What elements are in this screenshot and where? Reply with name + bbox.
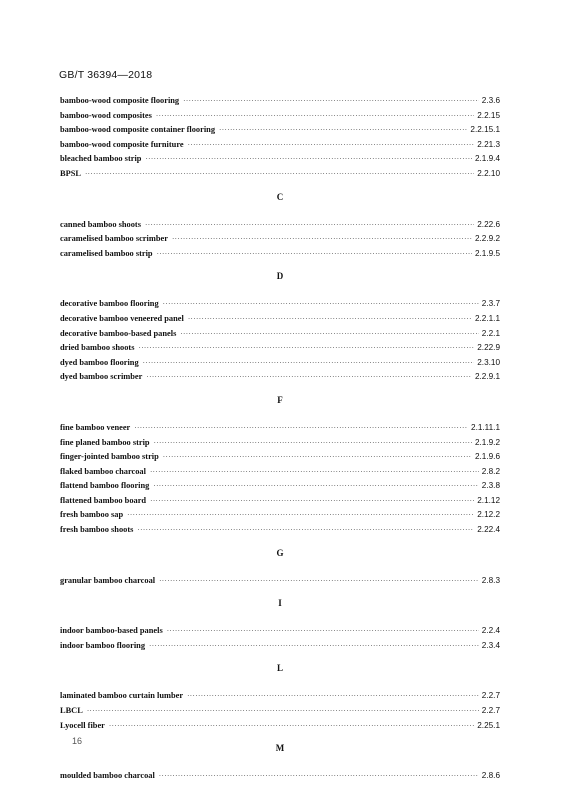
dot-leader	[180, 327, 478, 342]
dot-leader	[167, 624, 479, 639]
index-entry	[60, 574, 500, 589]
index-term: bamboo-wood composites	[60, 110, 152, 120]
index-term: fine bamboo veneer	[60, 422, 131, 432]
document-id: GB/T 36394—2018	[59, 69, 153, 81]
clause-reference: 2.3.4	[481, 640, 500, 650]
dot-leader	[85, 167, 474, 182]
section-letter-heading: I	[278, 598, 282, 609]
index-term: caramelised bamboo strip	[60, 248, 153, 258]
index-term: flattend bamboo flooring	[60, 481, 150, 491]
dot-leader	[159, 769, 479, 784]
index-entry	[60, 94, 500, 109]
index-entry	[60, 109, 500, 124]
section-letter-heading: D	[276, 271, 284, 282]
dot-leader	[163, 450, 472, 465]
clause-reference: 2.8.3	[481, 575, 500, 585]
index-term: flattened bamboo board	[60, 495, 147, 505]
clause-reference: 2.1.9.5	[474, 248, 500, 258]
dot-leader	[172, 232, 472, 247]
clause-reference: 2.2.7	[481, 691, 500, 701]
clause-reference: 2.2.1.1	[474, 313, 500, 323]
clause-reference: 2.2.15.1	[470, 125, 500, 135]
dot-leader	[159, 574, 479, 589]
clause-reference: 2.2.9.1	[474, 372, 500, 382]
dot-leader	[187, 689, 479, 704]
index-term: indoor bamboo flooring	[60, 640, 146, 650]
index-term: BPSL	[60, 168, 81, 178]
index-entry	[60, 421, 500, 436]
dot-leader	[127, 508, 474, 523]
index-section	[60, 190, 500, 262]
index-entry	[60, 123, 500, 138]
index-term: bamboo-wood composite furniture	[60, 139, 184, 149]
clause-reference: 2.2.7	[481, 706, 500, 716]
clause-reference: 2.8.2	[481, 466, 500, 476]
dot-leader	[145, 152, 472, 167]
clause-reference: 2.1.9.4	[474, 154, 500, 164]
clause-reference: 2.3.10	[477, 357, 500, 367]
index-term: dyed bamboo scrimber	[60, 372, 143, 382]
index-entry	[60, 769, 500, 784]
index-term: finger-jointed bamboo strip	[60, 452, 159, 462]
clause-reference: 2.1.12	[477, 495, 500, 505]
dot-leader	[150, 465, 479, 480]
index-entry	[60, 152, 500, 167]
dot-leader	[137, 523, 474, 538]
dot-leader	[87, 704, 479, 719]
index-entry	[60, 704, 500, 719]
index-entry	[60, 624, 500, 639]
dot-leader	[157, 247, 472, 262]
dot-leader	[150, 494, 474, 509]
clause-reference: 2.1.11.1	[471, 422, 500, 432]
index-entry	[60, 436, 500, 451]
index-entry	[60, 479, 500, 494]
index-content	[60, 94, 500, 784]
dot-leader	[134, 421, 468, 436]
index-entry	[60, 247, 500, 262]
dot-leader	[188, 138, 475, 153]
index-term: fresh bamboo sap	[60, 510, 124, 520]
index-entry	[60, 494, 500, 509]
index-term: granular bamboo charcoal	[60, 575, 156, 585]
index-term: fine planed bamboo strip	[60, 437, 150, 447]
index-entry	[60, 465, 500, 480]
index-section	[60, 596, 500, 653]
index-term: caramelised bamboo scrimber	[60, 234, 168, 244]
clause-reference: 2.2.4	[481, 626, 500, 636]
index-term: indoor bamboo-based panels	[60, 626, 163, 636]
index-entry	[60, 719, 500, 734]
index-entry	[60, 312, 500, 327]
clause-reference: 2.22.4	[477, 525, 500, 535]
clause-reference: 2.12.2	[477, 510, 500, 520]
section-letter-heading: M	[275, 743, 285, 754]
clause-reference: 2.2.9.2	[474, 234, 500, 244]
index-entry	[60, 356, 500, 371]
index-term: bleached bamboo strip	[60, 154, 142, 164]
index-term: canned bamboo shoots	[60, 219, 141, 229]
index-entry	[60, 218, 500, 233]
index-term: laminated bamboo curtain lumber	[60, 691, 184, 701]
clause-reference: 2.22.9	[477, 343, 500, 353]
clause-reference: 2.3.6	[481, 96, 500, 105]
page-number: 16	[72, 736, 83, 746]
index-entry	[60, 689, 500, 704]
index-section	[60, 741, 500, 784]
clause-reference: 2.3.8	[481, 481, 500, 491]
dot-leader	[188, 312, 472, 327]
index-entry	[60, 167, 500, 182]
index-entry	[60, 232, 500, 247]
dot-leader	[109, 719, 474, 734]
dot-leader	[143, 356, 475, 371]
clause-reference: 2.8.6	[481, 771, 500, 781]
dot-leader	[153, 479, 478, 494]
index-entry	[60, 450, 500, 465]
clause-reference: 2.2.1	[481, 328, 500, 338]
dot-leader	[183, 94, 479, 109]
dot-leader	[149, 639, 479, 654]
dot-leader	[163, 297, 479, 312]
clause-reference: 2.2.10	[477, 168, 500, 178]
section-letter-heading: F	[277, 394, 283, 405]
clause-reference: 2.22.6	[477, 219, 500, 229]
index-entry	[60, 370, 500, 385]
index-section	[60, 546, 500, 589]
index-term: bamboo-wood composite container flooring	[60, 125, 216, 135]
index-term: fresh bamboo shoots	[60, 525, 134, 535]
section-letter-heading: L	[276, 663, 283, 674]
dot-leader	[138, 341, 474, 356]
clause-reference: 2.25.1	[477, 720, 500, 730]
index-term: decorative bamboo flooring	[60, 299, 159, 309]
index-term: bamboo-wood composite flooring	[60, 96, 180, 105]
index-entry	[60, 639, 500, 654]
clause-reference: 2.21.3	[477, 139, 500, 149]
section-letter-heading: G	[276, 547, 284, 558]
index-term: dyed bamboo flooring	[60, 357, 139, 367]
index-entry	[60, 523, 500, 538]
index-entry	[60, 327, 500, 342]
index-section	[60, 269, 500, 385]
dot-leader	[219, 123, 467, 138]
clause-reference: 2.3.7	[481, 299, 500, 309]
index-section	[60, 661, 500, 733]
clause-reference: 2.1.9.2	[474, 437, 500, 447]
index-entry	[60, 297, 500, 312]
index-entry	[60, 341, 500, 356]
index-section	[60, 393, 500, 538]
dot-leader	[156, 109, 474, 124]
index-term: decorative bamboo veneered panel	[60, 313, 184, 323]
index-section	[60, 94, 500, 182]
index-term: moulded bamboo charcoal	[60, 771, 155, 781]
clause-reference: 2.2.15	[477, 110, 500, 120]
index-term: LBCL	[60, 706, 83, 716]
index-entry	[60, 138, 500, 153]
section-letter-heading: C	[276, 191, 284, 202]
dot-leader	[145, 218, 474, 233]
index-term: Lyocell fiber	[60, 720, 105, 730]
dot-leader	[154, 436, 472, 451]
index-term: dried bamboo shoots	[60, 343, 135, 353]
dot-leader	[146, 370, 472, 385]
index-entry	[60, 508, 500, 523]
index-term: flaked bamboo charcoal	[60, 466, 146, 476]
clause-reference: 2.1.9.6	[474, 452, 500, 462]
index-term: decorative bamboo-based panels	[60, 328, 177, 338]
